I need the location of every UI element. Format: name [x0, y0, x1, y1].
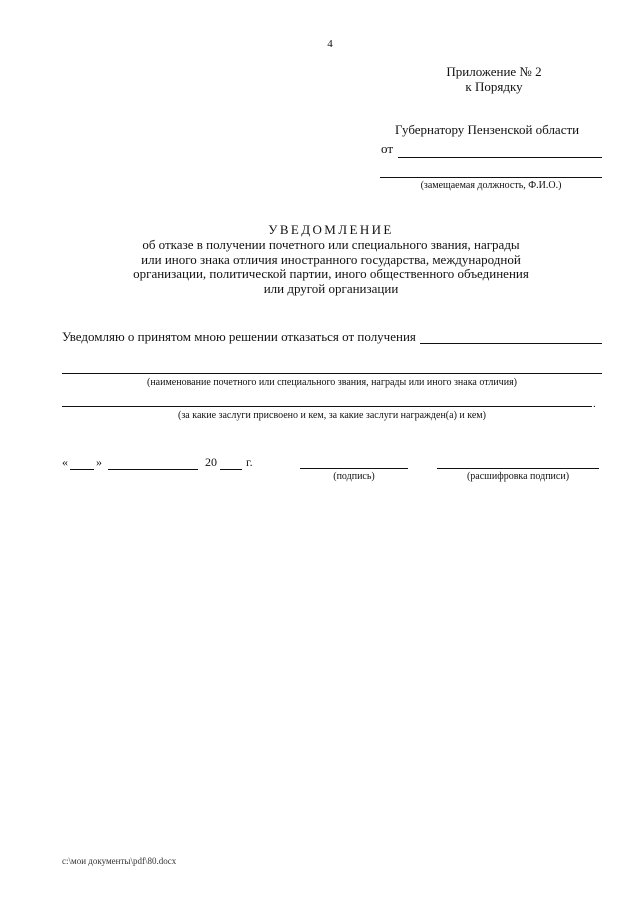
month-line[interactable]: [108, 469, 198, 470]
award-name-line[interactable]: [62, 373, 602, 374]
subtitle-line: об отказе в получении почетного или специального звания, награды: [142, 237, 520, 252]
addressee-to: Губернатору Пензенской области: [395, 122, 580, 137]
award-inline-line[interactable]: [420, 343, 602, 344]
subtitle-line: или иного знака отличия иностранного государства, международной: [141, 251, 521, 267]
position-hint: (замещаемая должность, Ф.И.О.): [420, 180, 562, 191]
merits-end-dot: .: [593, 398, 596, 410]
appendix-line-2: к Порядку: [465, 79, 523, 94]
open-quote: «: [62, 455, 68, 469]
position-name-line[interactable]: [380, 177, 602, 178]
signature-decode-line[interactable]: [437, 468, 599, 469]
footer-file-path: c:\мои документы\pdf\80.docx: [62, 856, 177, 866]
from-label: от: [381, 141, 394, 156]
document-subtitle: [0, 238, 640, 296]
appendix-line-1: Приложение № 2: [446, 64, 542, 79]
document-title: УВЕДОМЛЕНИЕ: [268, 222, 394, 237]
close-quote: »: [96, 455, 102, 469]
award-hint: (наименование почетного или специального звания, награды или иного знака отличия): [147, 377, 517, 388]
subtitle-line: или другой организации: [263, 280, 399, 296]
page-number: 4: [327, 38, 333, 50]
appendix-block: [420, 64, 568, 94]
day-line[interactable]: [70, 469, 94, 470]
subtitle-line: организации, политической партии, иного общественного объединения: [133, 266, 529, 281]
from-name-line[interactable]: [398, 157, 602, 158]
merits-line[interactable]: [62, 406, 592, 407]
signature-hint: (подпись): [333, 471, 375, 482]
notify-text: Уведомляю о принятом мною решении отказаться от получения: [62, 329, 416, 344]
signature-line[interactable]: [300, 468, 408, 469]
year-prefix: 20: [205, 455, 217, 469]
signature-decode-hint: (расшифровка подписи): [466, 471, 570, 482]
merits-hint: (за какие заслуги присвоено и кем, за какие заслуги награжден(а) и кем): [178, 410, 486, 421]
year-line[interactable]: [220, 469, 242, 470]
year-suffix: г.: [246, 455, 253, 469]
